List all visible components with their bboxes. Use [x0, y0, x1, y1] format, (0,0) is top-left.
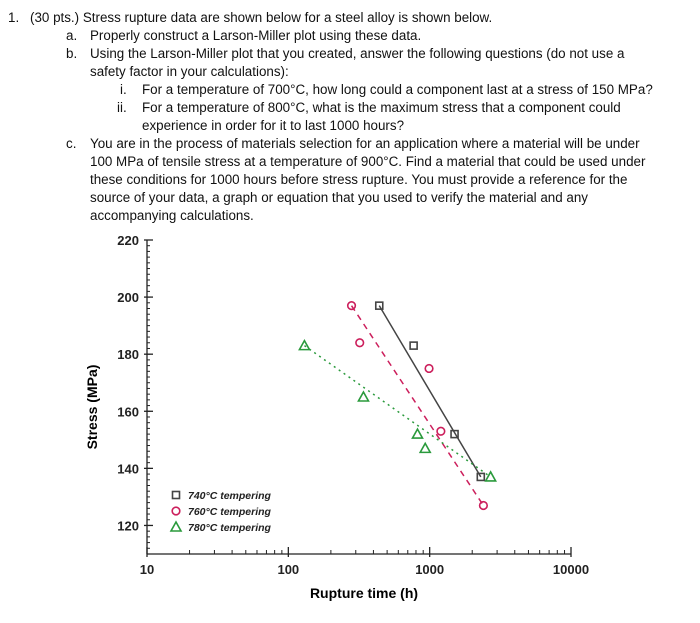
760-c-tempering-point — [437, 427, 445, 435]
part-c-line-5: accompanying calculations. — [90, 208, 254, 223]
y-tick-label: 220 — [117, 233, 139, 248]
part-b-ii-text-line1: For a temperature of 800°C, what is the maximum stress that a component could — [142, 100, 621, 115]
part-c-line-3: these conditions for 1000 hours before stress rupture. You must provide a reference for the — [90, 172, 628, 187]
part-b-ii-label: ii. — [117, 100, 127, 115]
760-c-tempering-point — [356, 339, 364, 347]
780-c-tempering-point — [420, 443, 430, 452]
x-tick-label: 10 — [139, 562, 155, 577]
780-c-tempering-point — [412, 429, 422, 438]
legend-marker — [172, 507, 180, 515]
series-lines — [304, 306, 490, 506]
x-tick-label: 100 — [277, 562, 300, 577]
y-axis-label: Stress (MPa) — [84, 364, 100, 450]
part-b-label: b. — [66, 46, 78, 61]
part-b-ii-text-line2: experience in order for it to last 1000 hours? — [142, 118, 405, 133]
part-a-text: Properly construct a Larson-Miller plot using these data. — [90, 28, 422, 43]
x-tick-label: 10000 — [552, 562, 590, 577]
part-b-i-label: i. — [120, 82, 127, 97]
x-tick-label: 1000 — [415, 562, 445, 577]
y-tick-label: 120 — [117, 518, 139, 534]
740-c-tempering-point — [410, 342, 417, 349]
780-c-tempering-point — [358, 392, 368, 401]
legend-marker — [171, 522, 181, 531]
part-c-line-2: 100 MPa of tensile stress at a temperature of 900°C. Find a material that could be used under — [90, 154, 646, 169]
part-c-line-4: source of your data, a graph or equation that you used to verify the material and any — [90, 190, 588, 205]
legend-marker — [173, 492, 180, 499]
part-b-i-text: For a temperature of 700°C, how long could a component last at a stress of 150 MPa? — [142, 82, 653, 97]
legend-label: 740°C tempering — [188, 490, 271, 502]
y-tick-label: 180 — [117, 347, 139, 363]
part-b-text-line2: safety factor in your calculations): — [90, 64, 289, 79]
760-c-tempering-point — [425, 365, 433, 373]
problem-number: 1. — [8, 10, 20, 25]
legend-label: 780°C tempering — [188, 522, 271, 534]
y-tick-label: 140 — [117, 461, 139, 477]
780-c-tempering-point — [486, 472, 496, 481]
780-c-tempering-line — [304, 346, 490, 477]
series-markers — [299, 302, 495, 509]
760-c-tempering-line — [352, 306, 484, 506]
part-a-label: a. — [66, 28, 78, 43]
y-tick-label: 160 — [117, 404, 139, 420]
legend-label: 760°C tempering — [188, 506, 271, 518]
part-c-line-1: You are in the process of materials selection for an application where a material will be under — [90, 136, 640, 151]
x-axis-label: Rupture time (h) — [309, 585, 419, 601]
part-b-text-line1: Using the Larson-Miller plot that you created, answer the following questions (do not use a — [90, 46, 625, 61]
780-c-tempering-point — [299, 341, 309, 350]
y-tick-label: 200 — [117, 290, 139, 306]
problem-header: (30 pts.) Stress rupture data are shown below for a steel alloy is shown below. — [30, 10, 493, 25]
chart-legend — [171, 490, 272, 534]
part-c-label: c. — [66, 136, 77, 151]
